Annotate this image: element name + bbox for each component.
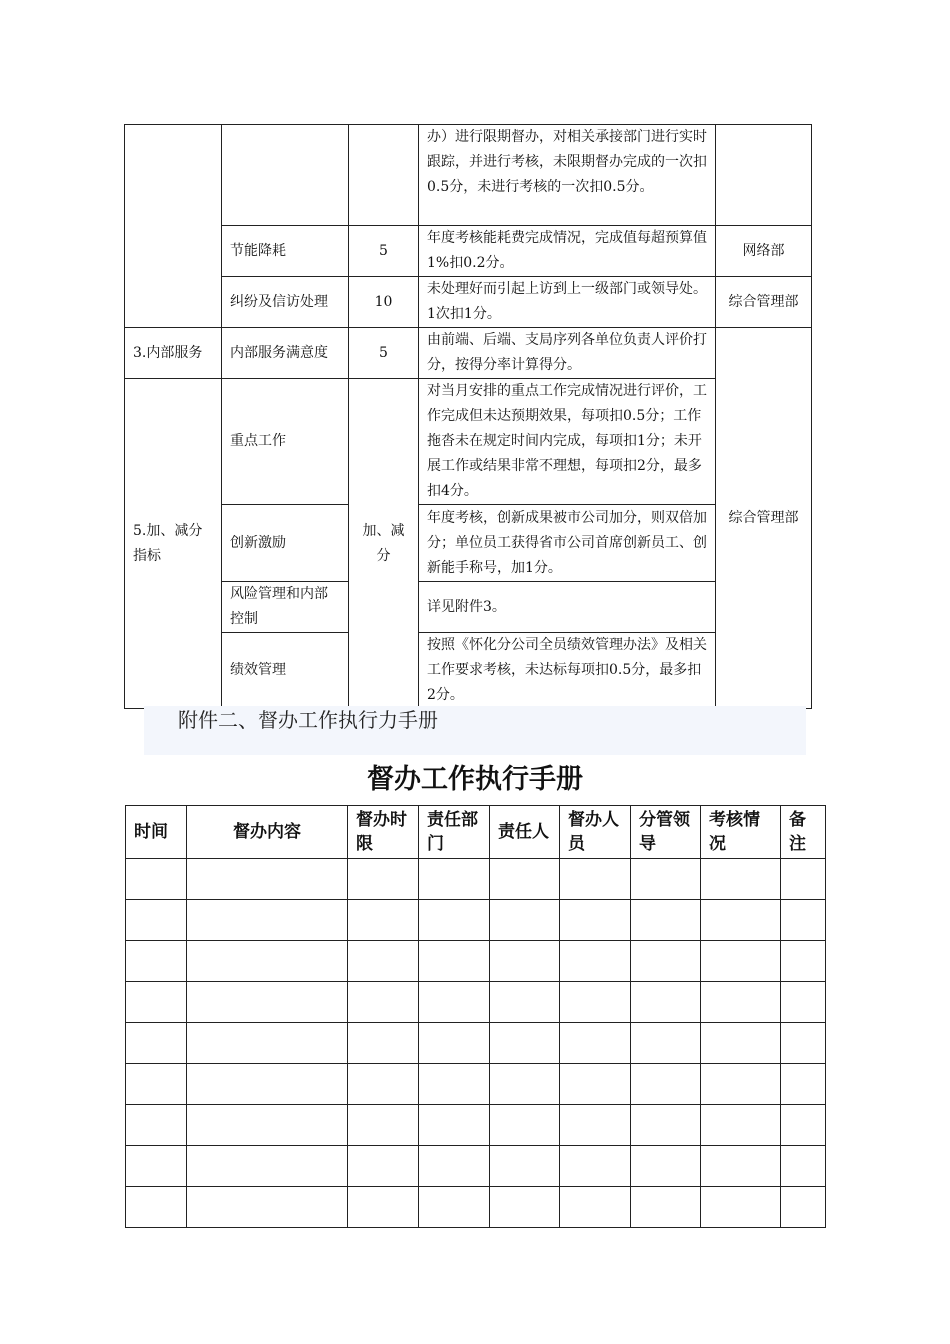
item-cell: 节能降耗 [222, 226, 349, 277]
table-cell [490, 1105, 560, 1146]
table-cell [631, 1146, 701, 1187]
table-cell [490, 982, 560, 1023]
points-cell: 加、减分 [349, 379, 419, 709]
header-deadline: 督办时限 [348, 806, 419, 859]
category-cell: 5.加、减分指标 [125, 379, 222, 709]
table-cell [348, 859, 419, 900]
table-cell [419, 900, 490, 941]
rule-cell: 未处理好而引起上访到上一级部门或领导处。1次扣1分。 [419, 277, 716, 328]
table-cell [560, 1064, 631, 1105]
table-cell [631, 1187, 701, 1228]
header-leader: 分管领导 [631, 806, 701, 859]
table-row [126, 1187, 826, 1228]
table-row [126, 1146, 826, 1187]
table-cell [781, 1105, 826, 1146]
rule-cell: 年度考核，创新成果被市公司加分，则双倍加分；单位员工获得省市公司首席创新员工、创新能手称号，加1分。 [419, 505, 716, 582]
table-row [126, 859, 826, 900]
header-remarks: 备注 [781, 806, 826, 859]
rule-cell: 按照《怀化分公司全员绩效管理办法》及相关工作要求考核，未达标每项扣0.5分，最多扣2分。 [419, 633, 716, 709]
table-cell [126, 941, 187, 982]
table-cell [490, 1146, 560, 1187]
assessment-table [124, 124, 812, 709]
category-cell [125, 125, 222, 328]
points-cell: 10 [349, 277, 419, 328]
table-cell [419, 859, 490, 900]
manual-body [126, 859, 826, 1228]
table-cell [701, 900, 781, 941]
table-cell [126, 859, 187, 900]
table-row [126, 900, 826, 941]
table-cell [631, 941, 701, 982]
manual-table [125, 805, 826, 1228]
item-cell: 纠纷及信访处理 [222, 277, 349, 328]
table-cell [560, 1023, 631, 1064]
table-row [125, 125, 812, 226]
table-cell [126, 1187, 187, 1228]
table-row [126, 982, 826, 1023]
table-cell [560, 900, 631, 941]
table-cell [701, 1023, 781, 1064]
header-content: 督办内容 [187, 806, 348, 859]
table-row [126, 1105, 826, 1146]
table-cell [560, 941, 631, 982]
item-cell: 创新激励 [222, 505, 349, 582]
points-cell [349, 125, 419, 226]
annex-heading: 附件二、督办工作执行力手册 [144, 706, 806, 755]
table-row [125, 226, 812, 277]
table-cell [348, 1187, 419, 1228]
table-cell [701, 859, 781, 900]
rule-cell: 年度考核能耗费完成情况，完成值每超预算值1%扣0.2分。 [419, 226, 716, 277]
table-row [126, 1023, 826, 1064]
table-cell [560, 982, 631, 1023]
table-cell [126, 1023, 187, 1064]
table-cell [187, 941, 348, 982]
table-cell [631, 900, 701, 941]
header-dept: 责任部门 [419, 806, 490, 859]
table-cell [187, 1105, 348, 1146]
table-cell [419, 1023, 490, 1064]
merged-dept-cell: 综合管理部 [716, 328, 812, 709]
table-cell [419, 1105, 490, 1146]
manual-title: 督办工作执行手册 [367, 764, 583, 795]
table-cell [781, 1023, 826, 1064]
table-cell [419, 1064, 490, 1105]
table-cell [560, 1187, 631, 1228]
table-cell [490, 859, 560, 900]
table-cell [781, 1146, 826, 1187]
table-cell [187, 1064, 348, 1105]
table-row [126, 1064, 826, 1105]
table-cell [701, 1064, 781, 1105]
table-cell [701, 1105, 781, 1146]
dept-cell: 网络部 [716, 226, 812, 277]
table-cell [187, 1187, 348, 1228]
header-assessment: 考核情况 [701, 806, 781, 859]
table-cell [126, 1146, 187, 1187]
table-cell [701, 1146, 781, 1187]
table-cell [490, 1023, 560, 1064]
item-cell: 风险管理和内部控制 [222, 582, 349, 633]
table-cell [781, 1187, 826, 1228]
points-cell: 5 [349, 226, 419, 277]
table-row [125, 379, 812, 505]
header-time: 时间 [126, 806, 187, 859]
table-cell [126, 1064, 187, 1105]
table-cell [126, 1105, 187, 1146]
table-cell [187, 900, 348, 941]
table-row [125, 582, 812, 633]
table-cell [419, 941, 490, 982]
table-cell [701, 982, 781, 1023]
table-cell [187, 1146, 348, 1187]
table-cell [187, 1023, 348, 1064]
table-cell [419, 1187, 490, 1228]
item-cell: 绩效管理 [222, 633, 349, 709]
table-cell [419, 1146, 490, 1187]
item-cell: 内部服务满意度 [222, 328, 349, 379]
manual-header-row [126, 806, 826, 859]
header-supervisor: 督办人员 [560, 806, 631, 859]
table-cell [701, 941, 781, 982]
table-cell [631, 859, 701, 900]
dept-cell [716, 125, 812, 226]
item-cell: 重点工作 [222, 379, 349, 505]
item-cell [222, 125, 349, 226]
table-cell [187, 982, 348, 1023]
table-cell [631, 1105, 701, 1146]
table-cell [560, 1105, 631, 1146]
table-cell [781, 859, 826, 900]
table-cell [560, 1146, 631, 1187]
table-cell [490, 1064, 560, 1105]
table-cell [631, 982, 701, 1023]
table-cell [490, 941, 560, 982]
points-cell: 5 [349, 328, 419, 379]
table-cell [490, 900, 560, 941]
table-cell [348, 1105, 419, 1146]
header-person: 责任人 [490, 806, 560, 859]
table-cell [631, 1023, 701, 1064]
table-cell [348, 1146, 419, 1187]
table-row [125, 277, 812, 328]
table-cell [187, 859, 348, 900]
dept-cell: 综合管理部 [716, 277, 812, 328]
table-row [125, 328, 812, 379]
table-cell [781, 900, 826, 941]
category-cell: 3.内部服务 [125, 328, 222, 379]
table-cell [348, 941, 419, 982]
table-row [125, 633, 812, 709]
rule-cell: 详见附件3。 [419, 582, 716, 633]
table-cell [419, 982, 490, 1023]
table-cell [781, 982, 826, 1023]
table-cell [348, 1064, 419, 1105]
table-cell [701, 1187, 781, 1228]
table-cell [126, 900, 187, 941]
table-cell [631, 1064, 701, 1105]
table-cell [560, 859, 631, 900]
table-cell [348, 982, 419, 1023]
table-cell [348, 900, 419, 941]
table-cell [348, 1023, 419, 1064]
table-cell [126, 982, 187, 1023]
table-cell [490, 1187, 560, 1228]
table-row [126, 941, 826, 982]
table-cell [781, 1064, 826, 1105]
rule-cell: 办）进行限期督办，对相关承接部门进行实时跟踪，并进行考核，未限期督办完成的一次扣0.5分，未进行考核的一次扣0.5分。 [419, 125, 716, 226]
table-cell [781, 941, 826, 982]
rule-cell: 对当月安排的重点工作完成情况进行评价，工作完成但未达预期效果，每项扣0.5分；工作拖沓未在规定时间内完成，每项扣1分；未开展工作或结果非常不理想，每项扣2分，最多扣4分。 [419, 379, 716, 505]
table-row [125, 505, 812, 582]
rule-cell: 由前端、后端、支局序列各单位负责人评价打分，按得分率计算得分。 [419, 328, 716, 379]
